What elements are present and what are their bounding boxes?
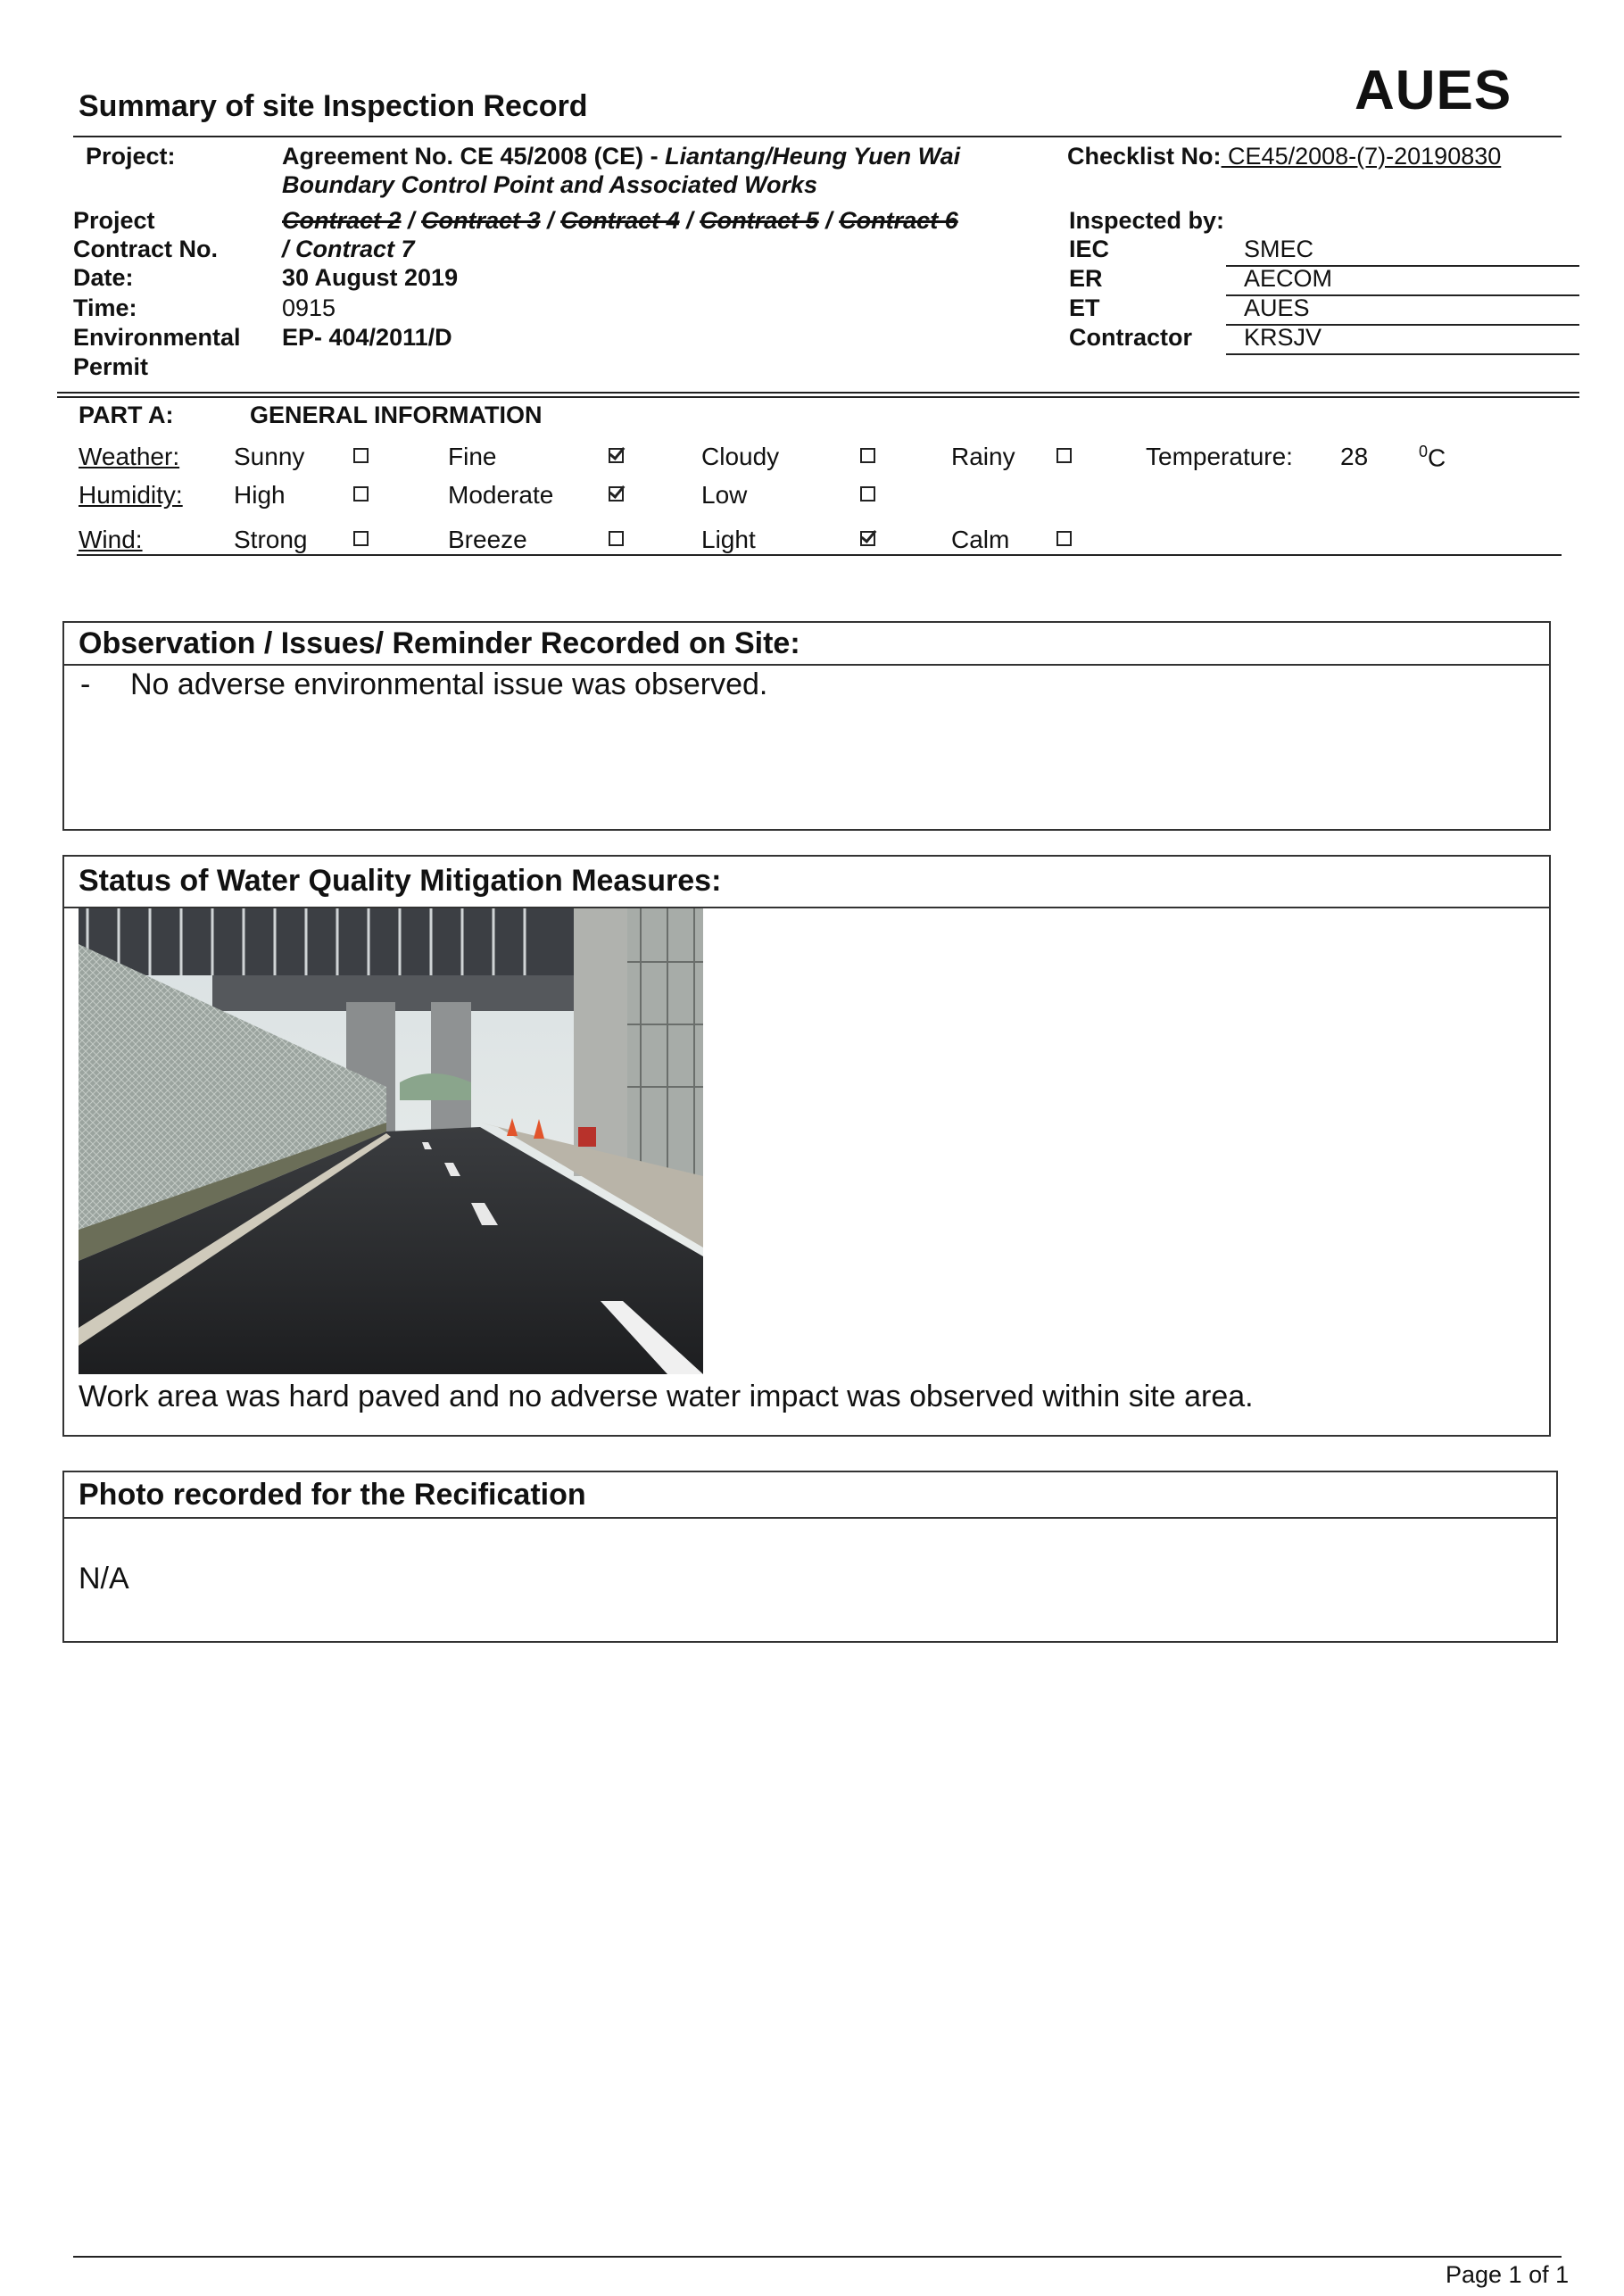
agreement-text (282, 143, 960, 170)
agreement-number: Agreement No. CE 45/2008 (CE) - (282, 143, 666, 170)
contract-4: Contract 4 (560, 207, 680, 234)
observation-text: No adverse environmental issue was observed. (130, 667, 768, 701)
humidity-moderate-checkbox[interactable] (609, 486, 624, 501)
temperature-value: 28 (1340, 443, 1369, 470)
weather-rainy-label: Rainy (951, 443, 1015, 470)
permit-value: EP- 404/2011/D (282, 324, 452, 351)
wind-label: Wind: (79, 526, 143, 553)
aues-logo: AUES (1355, 60, 1512, 121)
time-value: 0915 (282, 294, 336, 321)
celsius-unit: C (1428, 443, 1446, 472)
page-number: Page 1 of 1 (1446, 2261, 1570, 2288)
time-label: Time: (73, 294, 137, 321)
inspector-role-et: ET (1069, 294, 1100, 321)
wind-light-label: Light (701, 526, 756, 553)
weather-fine-label: Fine (448, 443, 497, 470)
wind-calm-checkbox[interactable] (1056, 531, 1072, 546)
rectification-box (62, 1471, 1558, 1643)
inspector-role-er: ER (1069, 265, 1103, 292)
inspector-role-contractor: Contractor (1069, 324, 1193, 351)
date-label: Date: (73, 264, 134, 291)
wind-calm-label: Calm (951, 526, 1010, 553)
permit-label-2: Permit (73, 353, 149, 380)
humidity-high-checkbox[interactable] (353, 486, 369, 501)
weather-sunny-checkbox[interactable] (353, 448, 369, 463)
humidity-low-checkbox[interactable] (860, 486, 875, 501)
project-label: Project: (86, 143, 176, 170)
contract-3: Contract 3 (421, 207, 541, 234)
humidity-moderate-label: Moderate (448, 481, 554, 509)
header-rule (73, 136, 1562, 137)
part-a-title: GENERAL INFORMATION (250, 402, 543, 428)
footer-rule (73, 2256, 1562, 2258)
inspector-line (1226, 353, 1579, 355)
temperature-label: Temperature: (1146, 443, 1293, 470)
weather-label: Weather: (79, 443, 180, 470)
water-quality-caption: Work area was hard paved and no adverse water impact was observed within site area. (79, 1380, 1254, 1413)
water-quality-box (62, 855, 1551, 1437)
contract-label-1: Project (73, 207, 155, 234)
inspected-by-label: Inspected by: (1069, 207, 1225, 234)
date-value: 30 August 2019 (282, 264, 459, 291)
agreement-title-1: Liantang/Heung Yuen Wai (665, 143, 961, 170)
wind-breeze-label: Breeze (448, 526, 527, 553)
checklist-label: Checklist No: (1067, 143, 1222, 170)
rectification-text: N/A (79, 1562, 129, 1596)
site-photo (79, 908, 703, 1374)
contract-separator: / (679, 207, 700, 234)
page-title: Summary of site Inspection Record (79, 89, 588, 123)
agreement-title-2: Boundary Control Point and Associated Works (282, 171, 818, 198)
contract-separator: / (540, 207, 561, 234)
inspector-name-contractor: KRSJV (1244, 324, 1322, 351)
rectification-title: Photo recorded for the Recification (64, 1472, 1556, 1519)
checklist-value: CE45/2008-(7)-20190830 (1221, 143, 1502, 170)
water-quality-title: Status of Water Quality Mitigation Measures: (64, 857, 1549, 908)
part-a-label: PART A: (79, 402, 174, 428)
contract-separator: / (401, 207, 422, 234)
humidity-high-label: High (234, 481, 286, 509)
observation-box (62, 621, 1551, 831)
weather-cloudy-label: Cloudy (701, 443, 780, 470)
temperature-unit (1419, 443, 1446, 472)
wind-strong-checkbox[interactable] (353, 531, 369, 546)
observation-bullet: - (80, 667, 91, 701)
wind-breeze-checkbox[interactable] (609, 531, 624, 546)
contract-separator: / (818, 207, 840, 234)
wind-light-checkbox[interactable] (860, 531, 875, 546)
checklist-number (1067, 143, 1501, 170)
inspector-name-et: AUES (1244, 294, 1310, 321)
section-rule-top (57, 392, 1579, 394)
contract-6: Contract 6 (839, 207, 958, 234)
inspector-name-er: AECOM (1244, 265, 1333, 292)
wind-strong-label: Strong (234, 526, 308, 553)
humidity-label: Humidity: (79, 481, 183, 509)
contract-active: / Contract 7 (282, 236, 415, 262)
degree-superscript: 0 (1419, 443, 1429, 460)
contract-2: Contract 2 (282, 207, 402, 234)
section-rule-bottom (57, 396, 1579, 398)
permit-label-1: Environmental (73, 324, 241, 351)
weather-fine-checkbox[interactable] (609, 448, 624, 463)
observation-title: Observation / Issues/ Reminder Recorded on Site: (64, 623, 1549, 666)
inspector-role-iec: IEC (1069, 236, 1110, 262)
weather-cloudy-checkbox[interactable] (860, 448, 875, 463)
inspector-name-iec: SMEC (1244, 236, 1314, 262)
part-a-rule (77, 554, 1562, 556)
contract-5: Contract 5 (700, 207, 819, 234)
contract-label-2: Contract No. (73, 236, 218, 262)
contract-list (282, 207, 958, 235)
weather-rainy-checkbox[interactable] (1056, 448, 1072, 463)
humidity-low-label: Low (701, 481, 748, 509)
weather-sunny-label: Sunny (234, 443, 305, 470)
